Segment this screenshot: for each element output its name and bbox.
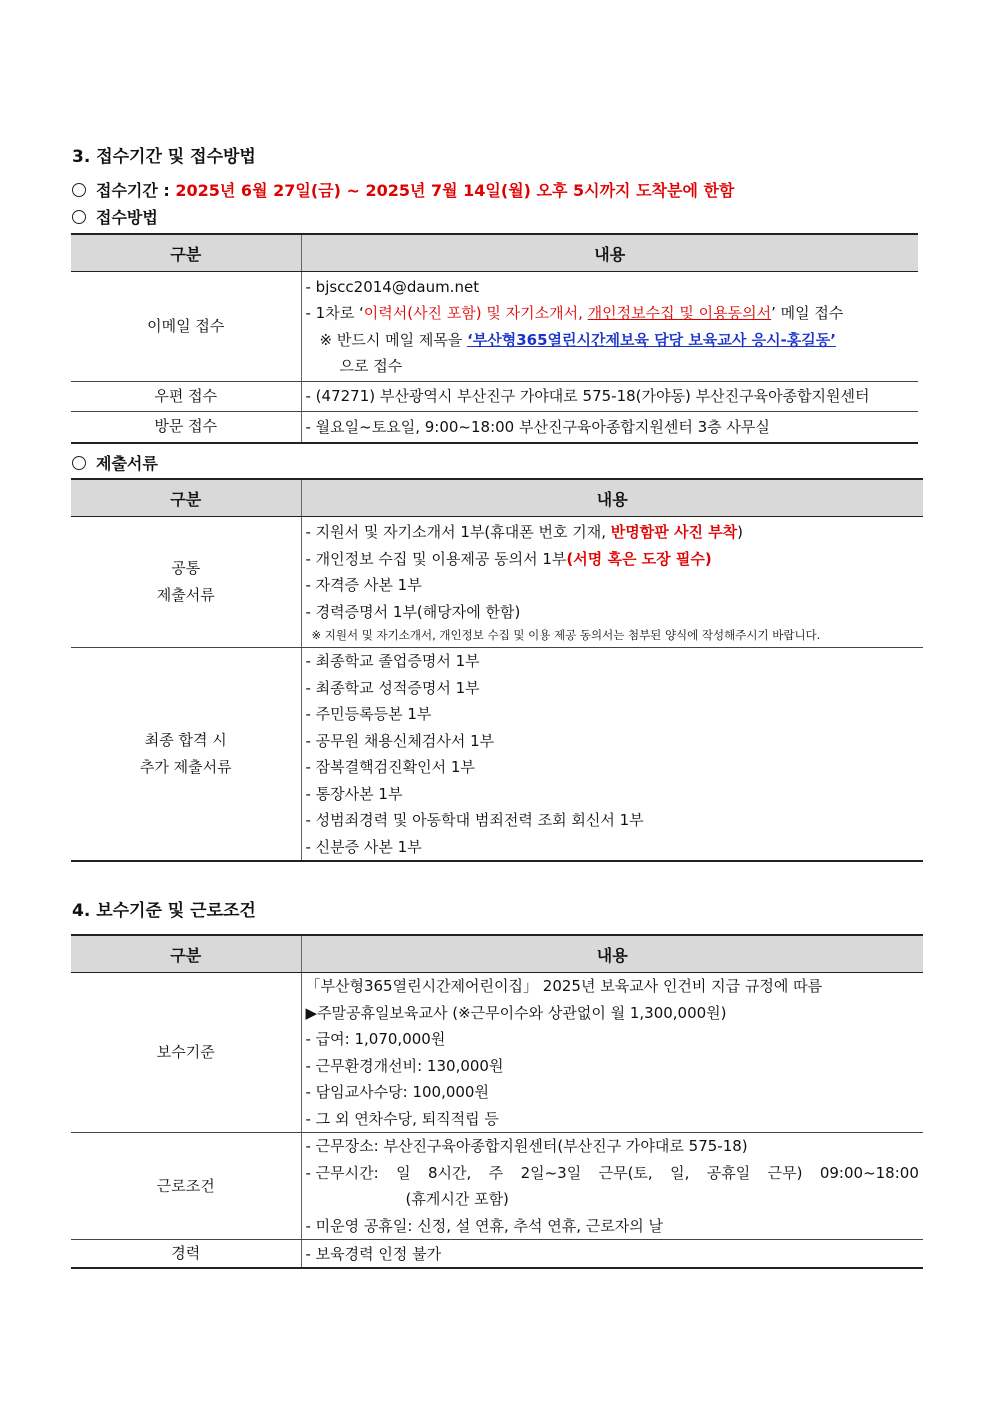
work-item-2b: (휴게시간 포함) (405, 1190, 509, 1208)
visit-label: 방문 접수 (71, 412, 301, 443)
final-item: - 최종학교 졸업증명서 1부 (305, 652, 480, 670)
work-hours-word: 8시간, (427, 1163, 472, 1182)
method-col-header-2: 내용 (301, 234, 918, 272)
email-l2-d: ’ 메일 접수 (771, 304, 844, 322)
final-item: - 성범죄경력 및 아동학대 범죄전력 조회 회신서 1부 (305, 811, 644, 829)
work-hours-word: 근무(토, (598, 1163, 653, 1182)
docs-bullet (72, 451, 158, 474)
post-row (71, 382, 918, 412)
pay-item: ▶주말공휴일보육교사 (※근무이수와 상관없이 월 1,300,000원) (305, 1003, 727, 1022)
email-l2-a: - 1차로 ‘ (305, 304, 364, 322)
work-hours-word: 일, (670, 1163, 690, 1182)
post-label: 우편 접수 (71, 382, 301, 412)
final-item: - 최종학교 성적증명서 1부 (305, 678, 480, 697)
docs-col-header-1: 구분 (71, 479, 301, 517)
common-item-3: - 자격증 사본 1부 (305, 576, 422, 594)
email-subject-format: ‘부산형365열린시간제보육 담당 보육교사 응시-홍길동’ (467, 330, 836, 349)
docs-col-header-2: 내용 (301, 479, 923, 517)
email-label: 이메일 접수 (71, 272, 301, 382)
section3-title: 3. 접수기간 및 접수방법 (72, 147, 256, 167)
common-item-4: - 경력증명서 1부(해당자에 한함) (305, 602, 521, 621)
method-col-header-1: 구분 (71, 234, 301, 272)
common-1b: 반명함판 사진 부착 (610, 523, 738, 541)
work-item-1: - 근무장소: 부산진구육아종합지원센터(부산진구 가야대로 575-18) (305, 1137, 748, 1155)
pay-item: - 급여: 1,070,000원 (305, 1030, 446, 1048)
email-line-4: 으로 접수 (339, 357, 403, 375)
pay-item: - 그 외 연차수당, 퇴직적립 등 (305, 1109, 499, 1128)
common-1a: - 지원서 및 자기소개서 1부(휴대폰 번호 기재, (305, 523, 611, 541)
method-bullet (72, 205, 158, 228)
work-label: 근로조건 (71, 1133, 301, 1240)
work-hours-word: 일 (396, 1163, 411, 1182)
circle-bullet-icon (72, 210, 86, 224)
period-label: 접수기간 : (96, 181, 176, 200)
pay-item: 「부산형365열린시간제어린이집」 2025년 보육교사 인건비 지급 규정에 따름 (305, 977, 823, 995)
career-value: - 보육경력 인정 불가 (305, 1244, 442, 1263)
section4-title: 4. 보수기준 및 근로조건 (72, 901, 256, 921)
period-bullet (72, 178, 734, 201)
work-item-2 (306, 1160, 924, 1187)
final-docs-row (71, 648, 923, 862)
method-table (71, 233, 918, 444)
docs-table (71, 478, 923, 862)
common-2a: - 개인정보 수집 및 이용제공 동의서 1부 (305, 549, 567, 568)
final-item: - 공무원 채용신체검사서 1부 (305, 731, 495, 750)
email-line-2 (306, 300, 919, 327)
email-line-3 (306, 327, 919, 354)
common-2b: (서명 혹은 도장 필수) (566, 549, 712, 568)
work-hours-word: 주 (488, 1163, 504, 1182)
work-hours-word: 공휴일 (706, 1163, 751, 1182)
docs-label: 제출서류 (96, 454, 158, 473)
visit-value: - 월요일~토요일, 9:00~18:00 부산진구육아종합지원센터 3층 사무실 (305, 417, 770, 436)
email-row (71, 272, 918, 382)
work-hours-word: 근무) (767, 1163, 803, 1182)
circle-bullet-icon (72, 183, 86, 197)
final-docs-label (71, 648, 301, 862)
pay-row (71, 973, 923, 1133)
work-row (71, 1133, 923, 1240)
pay-col-header-2: 내용 (301, 935, 923, 973)
pay-item: - 근무환경개선비: 130,000원 (305, 1056, 504, 1075)
common-label-2: 제출서류 (156, 586, 215, 604)
work-hours-word: 09:00~18:00 (819, 1163, 919, 1182)
common-docs-row (71, 517, 923, 648)
email-l2-b: 이력서(사진 포함) 및 자기소개서, (363, 304, 588, 322)
email-l3-a: ※ 반드시 메일 제목을 (319, 330, 468, 349)
work-hours-word: 2일~3일 (520, 1163, 582, 1182)
common-label-1: 공통 (171, 559, 201, 577)
post-value: - (47271) 부산광역시 부산진구 가야대로 575-18(가야동) 부산진구육아종합지원센터 (305, 387, 870, 406)
final-label-2: 추가 제출서류 (139, 758, 232, 776)
common-item-2 (306, 546, 924, 573)
final-item: - 잠복결핵검진확인서 1부 (305, 758, 475, 776)
pay-item: - 담임교사수당: 100,000원 (305, 1083, 489, 1101)
career-row (71, 1240, 923, 1269)
email-l2-c: 개인정보수집 및 이용동의서 (587, 304, 772, 322)
pay-table (71, 934, 923, 1269)
common-note: ※ 지원서 및 자기소개서, 개인정보 수집 및 이용 제공 동의서는 첨부된 양식에 작성해주시기 바랍니다. (311, 628, 821, 642)
career-label: 경력 (71, 1240, 301, 1269)
period-value: 2025년 6월 27일(금) ~ 2025년 7월 14일(월) 오후 5시까지 도착분에 한함 (175, 181, 735, 200)
circle-bullet-icon (72, 456, 86, 470)
common-docs-label (71, 517, 301, 648)
final-label-1: 최종 합격 시 (144, 731, 227, 749)
pay-col-header-1: 구분 (71, 935, 301, 973)
common-item-1 (306, 519, 924, 546)
common-1c: ) (737, 523, 744, 541)
pay-label: 보수기준 (71, 973, 301, 1133)
visit-row (71, 412, 918, 443)
final-item: - 주민등록등본 1부 (305, 705, 432, 723)
work-hours-word: - 근무시간: (305, 1163, 379, 1182)
final-item: - 통장사본 1부 (305, 784, 403, 803)
method-label: 접수방법 (96, 208, 158, 227)
email-address: - bjscc2014@daum.net (305, 277, 480, 296)
final-item: - 신분증 사본 1부 (305, 837, 422, 856)
work-item-3: - 미운영 공휴일: 신정, 설 연휴, 추석 연휴, 근로자의 날 (305, 1216, 663, 1235)
